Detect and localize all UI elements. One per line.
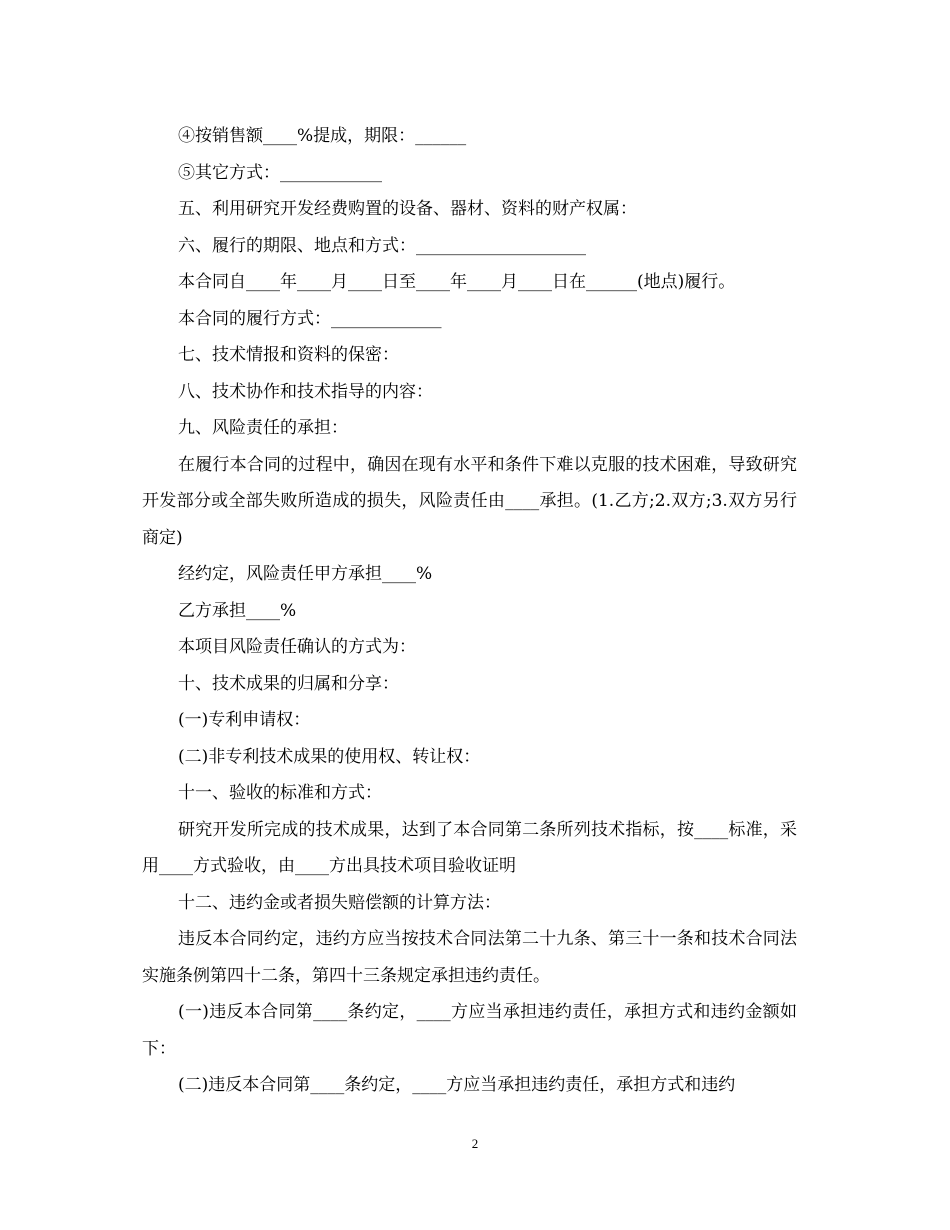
section-11-heading: 十一、验收的标准和方式： bbox=[178, 783, 382, 803]
clause-breach-general: 违反本合同约定，违约方应当按技术合同法第二十九条、第三十一条和技术合同法实施条例第四十二条，第四十三条规定承担违约责任。 bbox=[142, 929, 797, 986]
section-5-heading: 五、利用研究开发经费购置的设备、器材、资料的财产权属： bbox=[178, 199, 637, 219]
clause-patent-right: (一)专利申请权： bbox=[178, 710, 311, 730]
clause-performance-period: 本合同自____年____月____日至____年____月____日在______(地点)履行。 bbox=[178, 272, 736, 292]
section-10-heading: 十、技术成果的归属和分享： bbox=[178, 673, 399, 694]
clause-other-method: ⑤其它方式：____________ bbox=[178, 162, 382, 183]
section-12-heading: 十二、违约金或者损失赔偿额的计算方法： bbox=[178, 892, 501, 913]
section-8-heading: 八、技术协作和技术指导的内容： bbox=[178, 381, 433, 402]
section-6-heading: 六、履行的期限、地点和方式：____________________ bbox=[178, 235, 586, 256]
clause-commission-sales: ④按销售额____%提成，期限：______ bbox=[178, 126, 467, 146]
clause-breach-2: (二)违反本合同第____条约定，____方应当承担违约责任，承担方式和违约 bbox=[178, 1075, 736, 1095]
clause-risk-party-b: 乙方承担____% bbox=[178, 600, 297, 621]
clause-acceptance: 研究开发所完成的技术成果，达到了本合同第二条所列技术指标，按____标准，采用____方式验收，由____方出具技术项目验收证明 bbox=[142, 819, 797, 876]
clause-risk-confirmation: 本项目风险责任确认的方式为： bbox=[178, 637, 416, 657]
page-number: 2 bbox=[471, 1136, 479, 1151]
clause-performance-method: 本合同的履行方式：_____________ bbox=[178, 308, 442, 329]
clause-risk-party-a: 经约定，风险责任甲方承担____% bbox=[178, 564, 433, 584]
section-9-heading: 九、风险责任的承担： bbox=[178, 418, 348, 438]
clause-non-patent-right: (二)非专利技术成果的使用权、转让权： bbox=[178, 746, 481, 767]
section-7-heading: 七、技术情报和资料的保密： bbox=[178, 345, 399, 365]
clause-breach-1: (一)违反本合同第____条约定，____方应当承担违约责任，承担方式和违约金额如下： bbox=[142, 1002, 797, 1059]
document-body bbox=[142, 118, 797, 1104]
clause-risk-liability: 在履行本合同的过程中，确因在现有水平和条件下难以克服的技术困难，导致研究开发部分或全部失败所造成的损失，风险责任由____承担。(1.乙方;2.双方;3.双方另行商定) bbox=[142, 454, 797, 548]
